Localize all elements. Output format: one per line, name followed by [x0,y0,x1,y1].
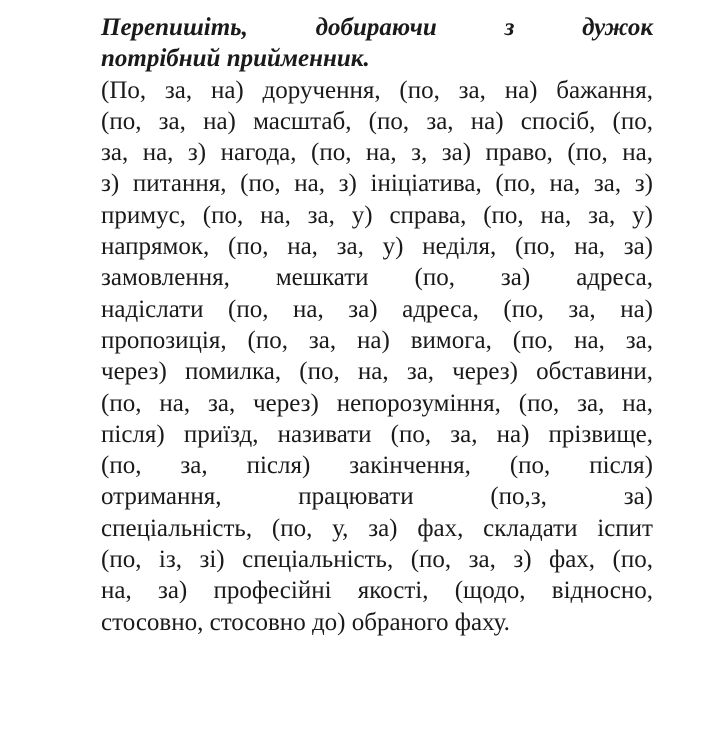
exercise-heading [101,12,653,75]
body-line: за, на, з) нагода, (по, на, з, за) право, (по, на, [101,139,653,167]
body-line: (по, за, на) масштаб, (по, за, на) спосіб, (по, [101,107,653,135]
body-line: (по, із, зі) спеціальність, (по, за, з) фах, (по, [101,546,653,574]
body-line: з) питання, (по, на, з) ініціатива, (по, на, за, з) [101,170,653,198]
body-line: напрямок, (по, на, за, у) неділя, (по, на, за) [101,233,653,261]
body-line: отримання, працювати (по,з, за) [101,483,653,511]
body-line: стосовно, стосовно до) обраного фаху. [101,608,510,636]
body-line: через) помилка, (по, на, за, через) обставини, [101,358,653,386]
body-line: на, за) професійні якості, (щодо, відносно, [101,577,653,605]
body-line: (по, на, за, через) непорозуміння, (по, за, на, [101,389,653,417]
body-line: після) приїзд, називати (по, за, на) прізвище, [101,420,653,448]
body-line: (По, за, на) доручення, (по, за, на) бажання, [101,76,653,104]
body-line: надіслати (по, на, за) адреса, (по, за, на) [101,295,653,323]
body-line: спеціальність, (по, у, за) фах, складати іспит [101,514,653,542]
exercise-text-block [101,12,653,638]
body-line: замовлення, мешкати (по, за) адреса, [101,264,653,292]
body-line: (по, за, після) закінчення, (по, після) [101,452,653,480]
exercise-body [101,75,653,638]
body-line: пропозиція, (по, за, на) вимога, (по, на, за, [101,326,653,354]
heading-line: Перепишіть, добираючи з дужок [101,14,653,41]
body-line: примус, (по, на, за, у) справа, (по, на, за, у) [101,201,653,229]
heading-line: потрібний прийменник. [101,45,370,73]
